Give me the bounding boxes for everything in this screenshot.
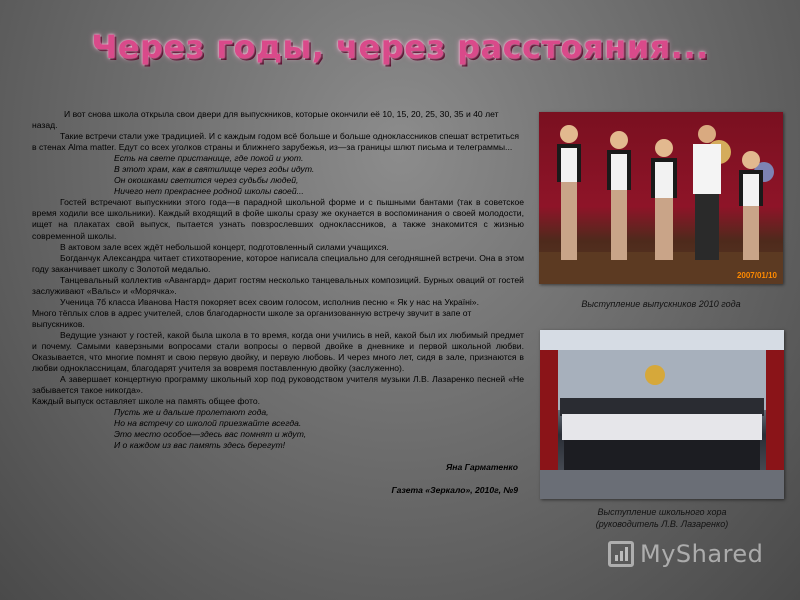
paragraph-4: В актовом зале всех ждёт небольшой концерт, подготовленный силами учащихся. <box>60 241 389 252</box>
paragraph-11: Каждый выпуск оставляет школе на память общее фото. <box>32 396 261 407</box>
paragraph-7: Ученица 7б класса Иванова Настя покоряет всех своим голосом, исполнив песню « Як у нас на Україні». <box>60 296 479 307</box>
poem-line: Он окошками светится через судьбы людей, <box>114 175 299 186</box>
graduate-figure <box>607 131 631 260</box>
photo2-caption-line: Выступление школьного хора <box>597 507 727 517</box>
graduate-figure <box>557 125 581 260</box>
poem-line: Есть на свете пристанище, где покой и уют. <box>114 153 304 164</box>
graduates-group <box>557 125 763 260</box>
myshared-watermark <box>608 537 763 571</box>
poem-line: Пусть же и дальше пролетают года, <box>114 407 269 418</box>
poem-line: Ничего нет прекраснее родной школы своей... <box>114 186 304 197</box>
graduates-performance-photo <box>539 112 783 284</box>
paragraph-10: А завершает концертную программу школьный хор под руководством учителя музыки Л.В. Лазаренко песней «Не забывается такое никогда». <box>32 374 524 396</box>
article-text <box>32 109 524 496</box>
paragraph-2: Такие встречи стали уже традицией. И с каждым годом всё больше и больше одноклассников спешат встретиться в стенах Alma matter. Едут со всех уголков страны и ближнего зарубежья, из—за границы шлют письма и телеграммы... <box>32 131 520 153</box>
paragraph-5: Богданчук Александра читает стихотворение, которое написала специально для сегодняшней встречи. Она в этом году заканчивает школу с Золотой медалью. <box>32 252 524 274</box>
ceiling <box>540 330 784 350</box>
bar-chart-icon <box>608 541 634 567</box>
right-curtain <box>766 350 784 480</box>
photo2-caption-line: (руководитель Л.В. Лазаренко) <box>595 519 729 529</box>
graduate-figure <box>693 125 721 260</box>
slide-title: Через годы, через расстояния... <box>91 28 709 66</box>
paragraph-3: Гостей встречают выпускники этого года—в парадной школьной форме и с пышными бантами (так в советское время ходили все школьники). Каждый входящий в фойе школы сразу же окунается в воспоминания о своей молодости, ищет на плакатах свой выпуск, пытается узнать повзрослевших одноклассников, а также знакомится с жизнью современной школы. <box>32 197 524 241</box>
stage-floor <box>540 470 784 499</box>
paragraph-6: Танцевальный коллектив «Авангард» дарит гостям несколько танцевальных композиций. Бурных оваций от гостей заслуживают «Вальс» и «Морячка». <box>32 274 524 296</box>
left-curtain <box>540 350 558 480</box>
poem-1 <box>32 153 524 197</box>
paragraph-9: Ведущие узнают у гостей, какой была школа в то время, когда они учились в ней, какой был их любимый предмет и почему. Самыми каверзными вопросами стали вопросы о первой двойке в дневнике и первой школьной любви. Оказывается, что многие помнят и свою первую двойку, и первую любовь. И через много лет, сидя в зале, признаются в любви одноклассницам, благодарят учителя за вовремя поставленную двойку (заслуженно). <box>32 329 524 374</box>
watermark-text: MyShared <box>640 540 764 568</box>
emblem-decoration <box>645 365 665 385</box>
paragraph-1: И вот снова школа открыла свои двери для выпускников, которые окончили её 10, 15, 20, 25, 30, 35 и 40 лет назад. <box>32 109 499 131</box>
photo2-caption <box>540 506 784 530</box>
graduates-photo-scene <box>539 112 783 284</box>
poem-line: И о каждом из вас память здесь берегут! <box>114 440 286 451</box>
photo-date-stamp: 2007/01/10 <box>736 271 777 280</box>
poem-line: Это место особое—здесь вас помнят и ждут, <box>114 429 307 440</box>
choir-photo-scene <box>540 330 784 499</box>
paragraph-8: Много тёплых слов в адрес учителей, слов благодарности школе за организованную встречу звучит в запе от выпускников. <box>32 307 472 329</box>
poem-line: Но на встречу со школой приезжайте всегда. <box>114 418 302 429</box>
poem-2 <box>32 407 524 451</box>
graduate-figure <box>651 139 677 260</box>
photo1-caption: Выступление выпускников 2010 года <box>581 299 741 309</box>
article-author: Яна Гарматенко <box>446 462 518 473</box>
school-choir-photo <box>540 330 784 499</box>
article-source: Газета «Зеркало», 2010г, №9 <box>391 484 518 495</box>
poem-line: В этот храм, как в святилище через годы идут. <box>114 164 315 175</box>
choir-rows <box>560 398 764 470</box>
